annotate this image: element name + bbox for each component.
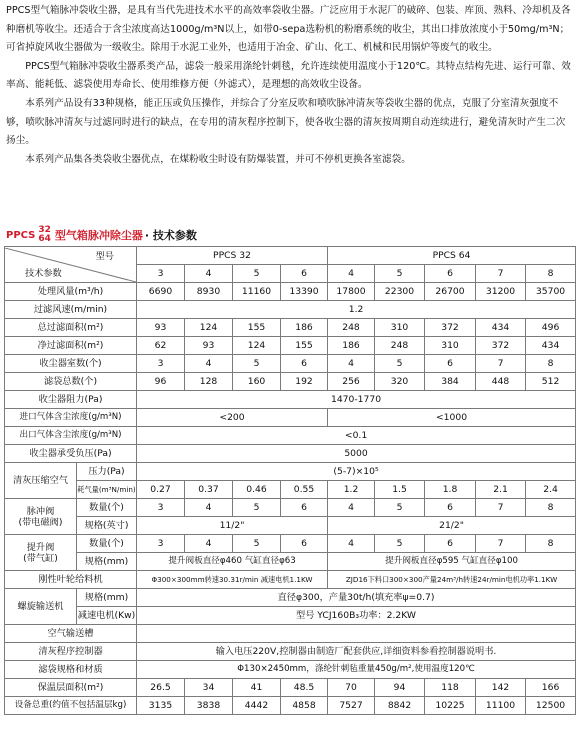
cell: 4 — [185, 499, 233, 517]
cell: 434 — [526, 337, 576, 355]
cell: 6 — [425, 355, 476, 373]
cell: 5 — [375, 499, 425, 517]
cell: <0.1 — [137, 427, 576, 445]
cell: 34 — [185, 679, 233, 697]
cell: 7527 — [328, 697, 375, 715]
cell: 11160 — [233, 283, 281, 301]
cell: 2.1 — [476, 481, 526, 499]
cell: 6 — [281, 535, 328, 553]
cell: 448 — [476, 373, 526, 391]
title-suffix: · 技术参数 — [144, 229, 197, 242]
cell: 8 — [526, 535, 576, 553]
cell: 5000 — [137, 445, 576, 463]
title-main: 型气箱脉冲除尘器 — [54, 229, 143, 242]
row-filter-speed — [5, 301, 576, 319]
row-lift-qty — [5, 535, 576, 553]
cell: 6 — [425, 535, 476, 553]
cell: 248 — [375, 337, 425, 355]
cell: 128 — [185, 373, 233, 391]
cell: 3 — [137, 535, 185, 553]
cell: 7 — [476, 535, 526, 553]
cell: 0.55 — [281, 481, 328, 499]
intro-paragraph-1: PPCS型气箱脉冲袋收尘器，是具有当代先进技术水平的高效率袋收尘器。广泛应用于水泥厂的破碎、包装、库顶、熟料、冷却机及各种磨机等收尘。还适合于含尘浓度高达1000g/m³N以上，如带0-sepa选粉机的粉磨系统的收尘，其出口排放浓度小于50mg/m³N；可省掉旋风收尘器做为一级收尘。除用于水泥工业外，也适用于冶金、矿山、化工、机械和民用锅炉等废气的收尘。 — [6, 5, 571, 54]
model-cell: 6 — [281, 265, 328, 283]
cell: 直径φ300，产量30t/h(填充率ψ=0.7) — [137, 589, 576, 607]
intro-paragraph-2: PPCS型气箱脉冲袋收尘器系类产品，滤袋一般采用涤纶针刺毯，允许连续使用温度小于120℃。其特点结构先进、运行可靠、效率高、能耗低、滤袋使用寿命长、使用维修方便（外滤式），是理想的高效收尘设备。 — [6, 60, 571, 91]
row-air-clean-pressure — [5, 463, 576, 481]
row-label: 滤袋总数(个) — [5, 373, 137, 391]
group-ppcs32: PPCS 32 — [137, 247, 328, 265]
row-label: 清灰程序控制器 — [5, 643, 137, 661]
cell: 3 — [137, 499, 185, 517]
intro-paragraph-4: 本系列产品集各类袋收尘器优点，在煤粉收尘时设有防爆装置，并可不停机更换各室滤袋。 — [25, 153, 411, 165]
cell: 7 — [476, 499, 526, 517]
cell: 384 — [425, 373, 476, 391]
cell: 3135 — [137, 697, 185, 715]
intro-paragraph-3: 本系列产品设有33种规格，能正压或负压操作，并综合了分室反吹和喷吹脉冲清灰等袋收尘器的优点，克服了分室清灰强度不够，喷吹脉冲清灰与过滤同时进行的缺点，在专用的清灰程序控制下，使各收尘器的清灰按周期自动连续进行，避免清灰时产生二次扬尘。 — [6, 97, 566, 147]
cell: 310 — [425, 337, 476, 355]
model-cell: 8 — [526, 265, 576, 283]
sub-label: 压力(Pa) — [77, 463, 137, 481]
row-net-area — [5, 337, 576, 355]
row-weight — [5, 697, 576, 715]
row-controller — [5, 643, 576, 661]
cell: 4 — [328, 355, 375, 373]
sub-label: 数量(个) — [77, 499, 137, 517]
row-label: 净过滤面积(m²) — [5, 337, 137, 355]
model-cell: 3 — [137, 265, 185, 283]
cell: <1000 — [328, 409, 576, 427]
sub-label: 耗气量(m³N/min) — [77, 481, 137, 499]
title-num-bottom: 64 — [38, 234, 51, 244]
cell: 26700 — [425, 283, 476, 301]
row-label: 螺旋输送机 — [5, 589, 77, 625]
cell: 13390 — [281, 283, 328, 301]
row-label: 进口气体含尘浓度(g/m³N) — [5, 409, 137, 427]
row-label: 收尘器阻力(Pa) — [5, 391, 137, 409]
cell: 4 — [185, 535, 233, 553]
row-pulse-spec — [5, 517, 576, 535]
sub-label: 规格(mm) — [77, 589, 137, 607]
header-row-1 — [5, 247, 576, 265]
cell: 6 — [281, 499, 328, 517]
sub-label: 减速电机(Kw) — [77, 607, 137, 625]
cell: 124 — [233, 337, 281, 355]
row-rotary-feeder — [5, 571, 576, 589]
cell: 118 — [425, 679, 476, 697]
model-cell: 5 — [375, 265, 425, 283]
row-air-clean-consume — [5, 481, 576, 499]
cell: 0.46 — [233, 481, 281, 499]
corner-param-label: 技术参数 — [25, 267, 62, 279]
cell: 94 — [375, 679, 425, 697]
cell: 1.5 — [375, 481, 425, 499]
row-label: 刚性叶轮给料机 — [5, 571, 137, 589]
cell: 256 — [328, 373, 375, 391]
title-model-numbers — [38, 226, 51, 244]
cell: 0.37 — [185, 481, 233, 499]
cell: 155 — [281, 337, 328, 355]
cell: 1.8 — [425, 481, 476, 499]
intro-text — [6, 2, 574, 169]
model-cell: 4 — [328, 265, 375, 283]
cell: 输入电压220V,控制器由制造厂配套供应,详细资料参看控制器说明书. — [137, 643, 576, 661]
cell: 4 — [328, 535, 375, 553]
cell: 提升阀板直径φ460 气缸直径φ63 — [137, 553, 328, 571]
pulse-label-1: 脉冲阀 — [26, 505, 55, 517]
lift-label-1: 提升阀 — [26, 541, 55, 553]
cell: 6 — [425, 499, 476, 517]
cell: 3838 — [185, 697, 233, 715]
cell: 6690 — [137, 283, 185, 301]
row-screw-spec — [5, 589, 576, 607]
row-label-lift — [5, 535, 77, 571]
title-prefix: PPCS — [6, 229, 36, 241]
sub-label: 规格(英寸) — [77, 517, 137, 535]
cell: 1.2 — [328, 481, 375, 499]
cell: 4 — [185, 355, 233, 373]
cell: 372 — [476, 337, 526, 355]
row-label: 总过滤面积(m²) — [5, 319, 137, 337]
row-label: 滤袋规格和材质 — [5, 661, 137, 679]
cell: 166 — [526, 679, 576, 697]
pulse-label-2: (带电磁阀) — [18, 516, 63, 528]
row-screw-motor — [5, 607, 576, 625]
cell: Φ300×300mm转速30.31r/min 减速电机1.1KW — [137, 571, 328, 589]
cell: 496 — [526, 319, 576, 337]
cell: 186 — [281, 319, 328, 337]
cell: ZJD16下料口300×300产量24m³/h转速24r/min电机功率1.1KW — [328, 571, 576, 589]
cell: 434 — [476, 319, 526, 337]
cell: 8842 — [375, 697, 425, 715]
cell: 3 — [137, 355, 185, 373]
cell: Φ130×2450mm，涤纶针刺毡重量450g/m²,使用温度120℃ — [137, 661, 576, 679]
cell: <200 — [137, 409, 328, 427]
model-cell: 6 — [425, 265, 476, 283]
cell: 310 — [375, 319, 425, 337]
cell: 186 — [328, 337, 375, 355]
cell: 8 — [526, 499, 576, 517]
cell: 41 — [233, 679, 281, 697]
row-label: 清灰压缩空气 — [5, 463, 77, 499]
cell: 124 — [185, 319, 233, 337]
cell: 192 — [281, 373, 328, 391]
cell: 4442 — [233, 697, 281, 715]
row-label: 过滤风速(m/min) — [5, 301, 137, 319]
cell: 11/2" — [137, 517, 328, 535]
cell: 5 — [233, 499, 281, 517]
cell: 93 — [185, 337, 233, 355]
cell: 11100 — [476, 697, 526, 715]
cell: 96 — [137, 373, 185, 391]
cell: 160 — [233, 373, 281, 391]
sub-label: 规格(mm) — [77, 553, 137, 571]
cell: 70 — [328, 679, 375, 697]
cell: 10225 — [425, 697, 476, 715]
cell: 21/2" — [328, 517, 576, 535]
cell: 1470-1770 — [137, 391, 576, 409]
cell: 93 — [137, 319, 185, 337]
row-resistance — [5, 391, 576, 409]
cell: 8 — [526, 355, 576, 373]
spec-table — [4, 246, 576, 715]
row-bags — [5, 373, 576, 391]
row-label: 出口气体含尘浓度(g/m³N) — [5, 427, 137, 445]
cell: 7 — [476, 355, 526, 373]
row-air-slide — [5, 625, 576, 643]
cell: 8930 — [185, 283, 233, 301]
row-inlet — [5, 409, 576, 427]
cell: 17800 — [328, 283, 375, 301]
row-pulse-qty — [5, 499, 576, 517]
cell: 31200 — [476, 283, 526, 301]
cell: 2.4 — [526, 481, 576, 499]
row-insulation — [5, 679, 576, 697]
row-label: 收尘器室数(个) — [5, 355, 137, 373]
cell: 320 — [375, 373, 425, 391]
model-cell: 5 — [233, 265, 281, 283]
cell: 5 — [233, 535, 281, 553]
row-label: 处理风量(m³/h) — [5, 283, 137, 301]
model-cell: 4 — [185, 265, 233, 283]
model-cell: 7 — [476, 265, 526, 283]
row-outlet — [5, 427, 576, 445]
cell — [137, 625, 576, 643]
cell: 372 — [425, 319, 476, 337]
table-title — [6, 225, 197, 245]
row-label: 设备总重(约值不包括温层kg) — [5, 697, 137, 715]
row-total-area — [5, 319, 576, 337]
cell: 248 — [328, 319, 375, 337]
lift-label-2: (带气缸) — [23, 552, 58, 564]
cell: 5 — [375, 535, 425, 553]
row-label: 空气输送槽 — [5, 625, 137, 643]
group-ppcs64: PPCS 64 — [328, 247, 576, 265]
title-num-top: 32 — [38, 225, 51, 235]
cell: 35700 — [526, 283, 576, 301]
cell: 62 — [137, 337, 185, 355]
cell: 155 — [233, 319, 281, 337]
row-label: 收尘器承受负压(Pa) — [5, 445, 137, 463]
cell: 22300 — [375, 283, 425, 301]
cell: 5 — [375, 355, 425, 373]
row-label-pulse — [5, 499, 77, 535]
row-lift-spec — [5, 553, 576, 571]
row-negative-pressure — [5, 445, 576, 463]
cell: 5 — [233, 355, 281, 373]
corner-cell — [5, 247, 137, 283]
row-bag-spec — [5, 661, 576, 679]
cell: 4858 — [281, 697, 328, 715]
row-air-volume — [5, 283, 576, 301]
row-chambers — [5, 355, 576, 373]
cell: 12500 — [526, 697, 576, 715]
cell: 26.5 — [137, 679, 185, 697]
cell: 型号 YCJ160B₃功率：2.2KW — [137, 607, 576, 625]
corner-model-label: 型号 — [95, 250, 114, 262]
cell: 6 — [281, 355, 328, 373]
cell: 142 — [476, 679, 526, 697]
cell: 1.2 — [137, 301, 576, 319]
cell: 512 — [526, 373, 576, 391]
cell: (5-7)×10⁵ — [137, 463, 576, 481]
sub-label: 数量(个) — [77, 535, 137, 553]
cell: 提升阀板直径φ595 气缸直径φ100 — [328, 553, 576, 571]
cell: 4 — [328, 499, 375, 517]
row-label: 保温层面积(m²) — [5, 679, 137, 697]
cell: 0.27 — [137, 481, 185, 499]
cell: 48.5 — [281, 679, 328, 697]
